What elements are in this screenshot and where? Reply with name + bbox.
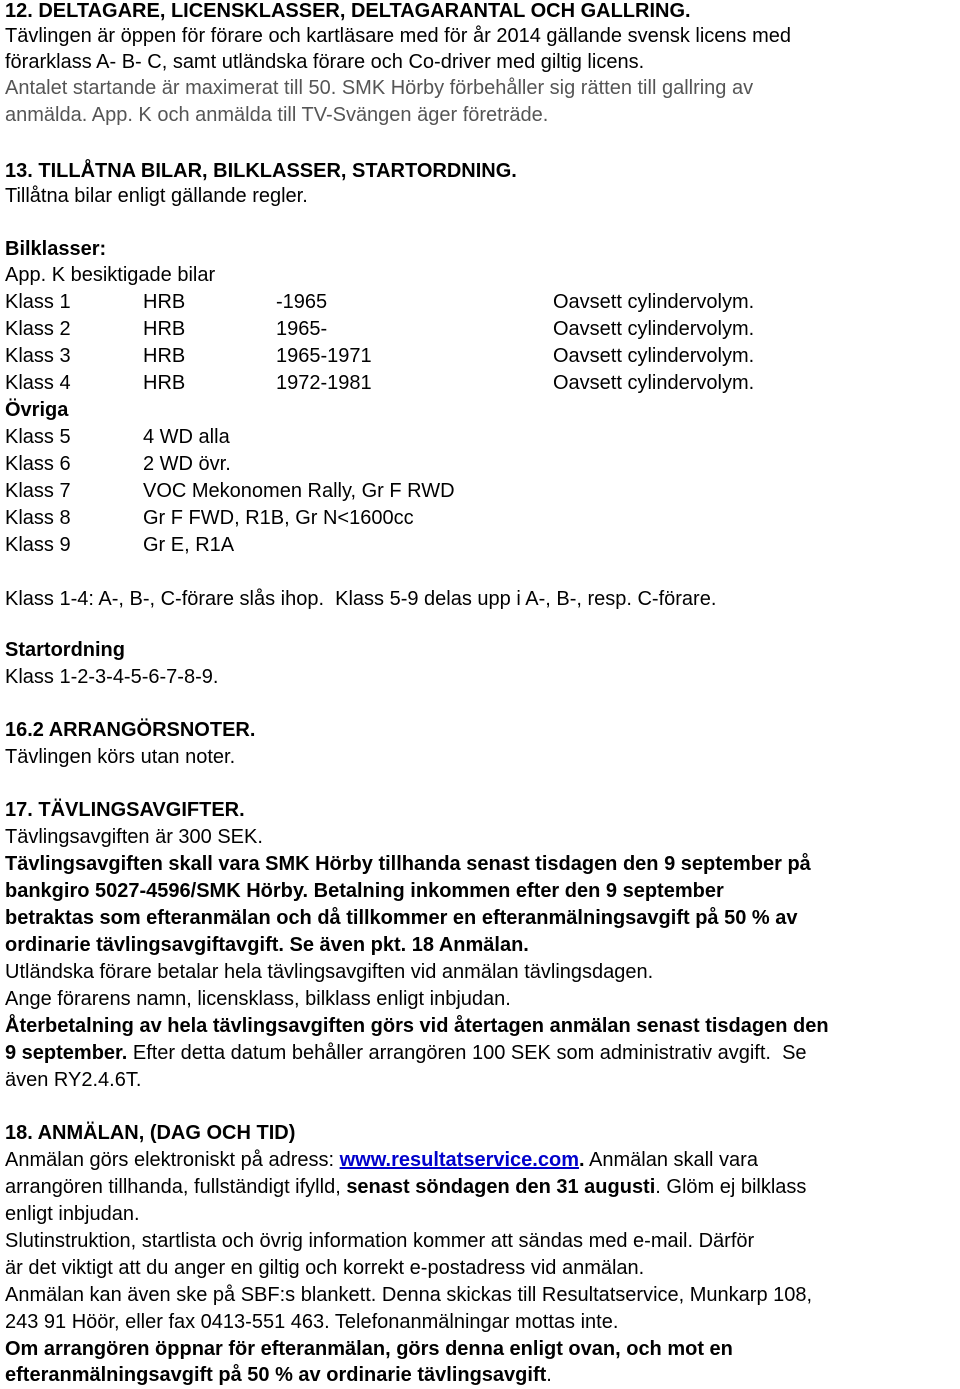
class-row [5,316,905,343]
class-row [5,343,905,370]
registration-line-3: enligt inbjudan. [5,1203,140,1225]
class-row [5,424,905,451]
section-12-line-3: Antalet startande är maximerat till 50. SMK Hörby förbehåller sig rätten till gallring av [5,77,754,99]
registration-deadline: senast söndagen den 31 augusti [346,1176,656,1198]
refund-line-1: Återbetalning av hela tävlingsavgiften görs vid återtagen anmälan senast tisdagen den [5,1015,829,1037]
class-name: Klass 3 [5,345,71,367]
section-12-heading: 12. DELTAGARE, LICENSKLASSER, DELTAGARANTAL OCH GALLRING. [5,0,691,22]
resultatservice-link[interactable]: www.resultatservice.com [339,1149,579,1171]
class-type: HRB [143,372,186,394]
registration-line-2 [5,1174,806,1201]
period: . [546,1364,552,1386]
registration-rest: Anmälan skall vara [584,1149,758,1171]
class-description: VOC Mekonomen Rally, Gr F RWD [143,480,455,502]
registration-intro: Anmälan görs elektroniskt på adress: [5,1149,340,1171]
refund-line-3: även RY2.4.6T. [5,1069,142,1091]
driver-info-line: Ange förarens namn, licensklass, bilklass enligt inbjudan. [5,988,511,1010]
class-description: Gr F FWD, R1B, Gr N<1600cc [143,507,414,529]
class-volume: Oavsett cylindervolym. [553,318,755,340]
class-name: Klass 4 [5,372,71,394]
section-12-line-1: Tävlingen är öppen för förare och kartläsare med för år 2014 gällande svensk licens med [5,25,791,47]
section-12-line-4: anmälda. App. K och anmälda till TV-Svängen äger företräde. [5,104,549,126]
period: . [578,1149,585,1171]
class-name: Klass 9 [5,534,71,556]
class-row [5,451,905,478]
registration-line-6: Anmälan kan även ske på SBF:s blankett. Denna skickas till Resultatservice, Munkarp 108, [5,1284,813,1306]
section-16-line: Tävlingen körs utan noter. [5,746,236,768]
late-registration-line-1: Om arrangören öppnar för efteranmälan, görs denna enligt ovan, och mot en [5,1338,733,1360]
fee-line: Tävlingsavgiften är 300 SEK. [5,826,263,848]
class-name: Klass 6 [5,453,71,475]
class-volume: Oavsett cylindervolym. [553,372,755,394]
class-years: -1965 [276,291,328,313]
class-row [5,505,905,532]
class-years: 1972-1981 [276,372,372,394]
class-type: HRB [143,291,186,313]
ovriga-label: Övriga [5,399,69,421]
refund-line-2 [5,1040,807,1067]
app-k-line: App. K besiktigade bilar [5,264,216,286]
class-row [5,370,905,397]
class-row [5,532,905,559]
startordning-value: Klass 1-2-3-4-5-6-7-8-9. [5,666,219,688]
class-years: 1965-1971 [276,345,372,367]
class-description: Gr E, R1A [143,534,235,556]
class-grouping-note: Klass 1-4: A-, B-, C-förare slås ihop. Klass 5-9 delas upp i A-, B-, resp. C-förare. [5,588,717,610]
section-18-heading: 18. ANMÄLAN, (DAG OCH TID) [5,1122,296,1144]
payment-deadline-line-3: betraktas som efteranmälan och då tillkommer en efteranmälningsavgift på 50 % av [5,907,798,929]
registration-line-4: Slutinstruktion, startlista och övrig information kommer att sändas med e-mail. Därför [5,1230,755,1252]
registration-text-end: . Glöm ej bilklass [655,1176,807,1198]
class-name: Klass 1 [5,291,71,313]
class-years: 1965- [276,318,328,340]
class-name: Klass 8 [5,507,71,529]
section-13-heading: 13. TILLÅTNA BILAR, BILKLASSER, STARTORDNING. [5,160,517,182]
class-row [5,289,905,316]
registration-text: arrangören tillhanda, fullständigt ifylld, [5,1176,347,1198]
class-name: Klass 7 [5,480,71,502]
section-17-heading: 17. TÄVLINGSAVGIFTER. [5,799,245,821]
class-volume: Oavsett cylindervolym. [553,345,755,367]
startordning-label: Startordning [5,639,125,661]
bilklasser-label: Bilklasser: [5,238,107,260]
refund-date: 9 september. [5,1042,128,1064]
class-type: HRB [143,318,186,340]
registration-line-1 [5,1147,758,1174]
payment-deadline-line-1: Tävlingsavgiften skall vara SMK Hörby tillhanda senast tisdagen den 9 september på [5,853,811,875]
payment-deadline-line-2: bankgiro 5027-4596/SMK Hörby. Betalning inkommen efter den 9 september [5,880,724,902]
payment-deadline-line-4: ordinarie tävlingsavgiftavgift. Se även pkt. 18 Anmälan. [5,934,529,956]
class-volume: Oavsett cylindervolym. [553,291,755,313]
section-12-line-2: förarklass A- B- C, samt utländska förare och Co-driver med giltig licens. [5,51,645,73]
registration-line-5: är det viktigt att du anger en giltig och korrekt e-postadress vid anmälan. [5,1257,645,1279]
class-name: Klass 5 [5,426,71,448]
refund-rest: Efter detta datum behåller arrangören 100 SEK som administrativ avgift. Se [127,1042,807,1064]
section-13-subline: Tillåtna bilar enligt gällande regler. [5,185,308,207]
foreign-drivers-line: Utländska förare betalar hela tävlingsavgiften vid anmälan tävlingsdagen. [5,961,654,983]
registration-line-7: 243 91 Höör, eller fax 0413-551 463. Telefonanmälningar mottas inte. [5,1311,619,1333]
class-row [5,478,905,505]
class-type: HRB [143,345,186,367]
late-fee-text: efteranmälningsavgift på 50 % av ordinarie tävlingsavgift [5,1364,547,1386]
class-description: 4 WD alla [143,426,230,448]
class-description: 2 WD övr. [143,453,231,475]
late-registration-line-2 [5,1362,552,1389]
class-name: Klass 2 [5,318,71,340]
section-16-heading: 16.2 ARRANGÖRSNOTER. [5,719,256,741]
